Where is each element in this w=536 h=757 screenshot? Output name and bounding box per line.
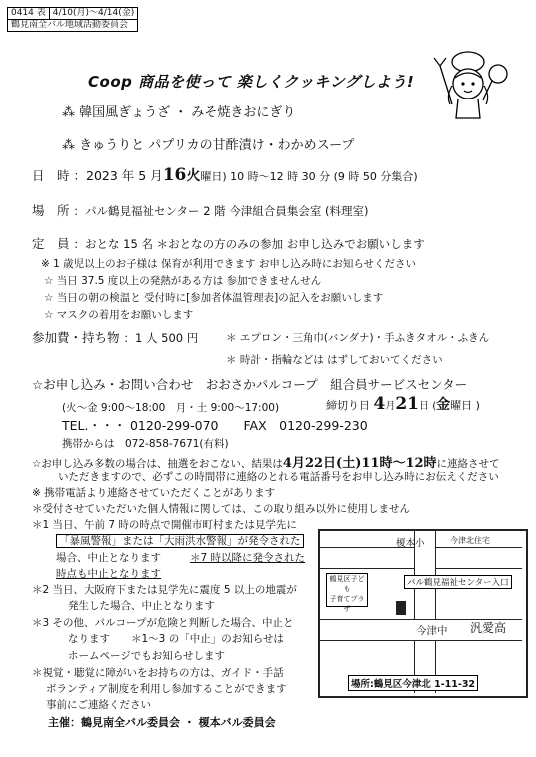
contact-hours: (火～金 9:00～18:00 月・土 9:00～17:00)	[62, 402, 280, 414]
map-label-center: パル鶴見福祉センター入口	[404, 575, 512, 589]
menu-mark: ⁂	[62, 105, 75, 120]
datetime-label: 日 時	[32, 168, 70, 183]
map-label-kitajutaku: 今津北住宅	[450, 536, 490, 545]
host: 主催：鶴見南全バル委員会 ・ 榎本バル委員会	[48, 716, 276, 729]
menu-item-1	[62, 101, 295, 120]
deadline-day: 21	[395, 394, 420, 414]
note-2: ☆ 当日 37.5 度以上の発熱がある方は 参加できませんせん	[44, 275, 322, 287]
capacity-value: ：おとな 15 名 ＊おとなの方のみの参加 お申し込みでお願いします	[73, 237, 425, 251]
warning-11: なります ＊1～3 の「中止」のお知らせは	[68, 633, 284, 645]
map-road-vertical	[414, 531, 436, 693]
lottery-post: に連絡させて	[436, 458, 500, 470]
warning-4	[56, 533, 304, 548]
deadline-post: 曜日 )	[450, 399, 480, 412]
capacity-label: 定 員	[32, 236, 70, 251]
warning-9: 発生した場合、中止となります	[68, 600, 215, 612]
deadline-day-unit: 日 (	[419, 401, 437, 412]
map-label-enokisho: 榎本小	[396, 538, 425, 549]
warning-15: 事前にご連絡ください	[46, 699, 151, 711]
deadline	[326, 394, 480, 414]
fee-items-1: ＊ エプロン・三角巾(バンダナ)・手ふきタオル・ふきん	[226, 332, 490, 344]
datetime-pre: ：2023 年 5 月	[73, 168, 163, 183]
contact-mobile: 携帯からは 072-858-7671(有料)	[62, 438, 229, 450]
warning-8: ＊2 当日、大阪府下または見学先に震度 5 以上の地震が	[32, 584, 297, 596]
warning-4-text: 「暴風警報」または「大雨洪水警報」が発令された	[56, 534, 304, 548]
header-box	[7, 7, 138, 32]
datetime-day: 16	[162, 165, 187, 185]
map-label-imazuchu: 今津中	[416, 625, 448, 637]
menu-text: 韓国風ぎょうざ ・ みそ焼きおにぎり	[79, 105, 296, 120]
fee-row	[32, 328, 198, 346]
menu-text: きゅうりと パプリカの甘酢漬け・わかめスープ	[79, 138, 355, 153]
menu-item-2	[62, 134, 354, 153]
access-map	[318, 529, 528, 698]
doc-id: 0414 表	[8, 8, 50, 19]
menu-mark: ⁂	[62, 138, 75, 153]
fee-value: ：1 人 500 円	[123, 331, 199, 345]
datetime-weekday: 火	[186, 168, 201, 184]
datetime-post: 曜日) 10 時～12 時 30 分 (9 時 50 分集合)	[200, 170, 418, 183]
deadline-month-unit: 月	[385, 401, 396, 412]
map-building-marker	[396, 601, 406, 615]
deadline-label: 締切り日	[326, 399, 370, 412]
page-title: Coop 商品を使って 楽しくクッキングしよう!	[88, 73, 415, 91]
note-1: ※ 1 歳児以上のお子様は 保育が利用できます お申し込み時にお知らせください	[41, 258, 417, 270]
contact-tel: TEL.・・・ 0120-299-070 FAX 0120-299-230	[62, 418, 368, 433]
place-row	[32, 201, 368, 219]
deadline-weekday: 金	[436, 397, 451, 413]
fee-label: 参加費・持ち物	[32, 330, 120, 345]
warning-1: ※ 携帯電話より連絡させていただくことがあります	[32, 487, 276, 499]
lottery-line-2: いただきますので、必ずこの時間帯に連絡のとれる電話番号をお申し込み時にお伝えください	[58, 471, 499, 483]
doc-org: 鶴見南全バル地域活動委員会	[8, 19, 137, 31]
warning-5: 場合、中止となります	[56, 552, 161, 564]
note-4: ☆ マスクの着用をお願いします	[44, 309, 194, 321]
map-address: 場所:鶴見区今津北 1-11-32	[348, 675, 478, 691]
deadline-month: 4	[373, 394, 386, 414]
datetime-row	[32, 165, 418, 185]
warning-13: ＊視覚・聴覚に障がいをお持ちの方は、ガイド・手話	[32, 667, 284, 679]
warning-6: ＊7 時以降に発令された	[190, 552, 306, 564]
capacity-row	[32, 234, 425, 252]
warning-3: ＊1 当日、午前 7 時の時点で開催市町村または見学先に	[32, 519, 297, 531]
warning-14: ボランティア制度を利用し参加することができます	[46, 683, 287, 695]
warning-2: ＊受付させていただいた個人情報に関しては、この取り組み以外に使用しません	[32, 503, 410, 515]
place-value: ：パル鶴見福祉センター 2 階 今津組合員集会室 (料理室)	[73, 204, 369, 218]
warning-12: ホームページでもお知らせします	[68, 650, 225, 662]
warning-10: ＊3 その他、パルコープが危険と判断した場合、中止と	[32, 617, 294, 629]
map-label-plaza: 鶴見区子ども 子育てプラザ	[326, 573, 368, 607]
fee-items-2: ＊ 時計・指輪などは はずしておいてください	[226, 354, 443, 366]
contact-heading: ☆お申し込み・お問い合わせ おおさかパルコープ 組合員サービスセンター	[32, 377, 468, 392]
place-label: 場 所	[32, 203, 70, 218]
chef-girl-illustration	[428, 48, 514, 126]
note-3: ☆ 当日の朝の検温と 受付時に[参加者体温管理表]の記入をお願いします	[44, 292, 384, 304]
map-label-aikogo: 汎愛高	[470, 621, 507, 635]
lottery-pre: ☆お申し込み多数の場合は、抽選をおこない、結果は	[32, 458, 283, 470]
doc-dates: 4/10(月)～4/14(金)	[52, 8, 135, 18]
lottery-date: 4月22日(土)11時～12時	[282, 456, 437, 471]
warning-7: 時点も中止となります	[56, 568, 161, 580]
